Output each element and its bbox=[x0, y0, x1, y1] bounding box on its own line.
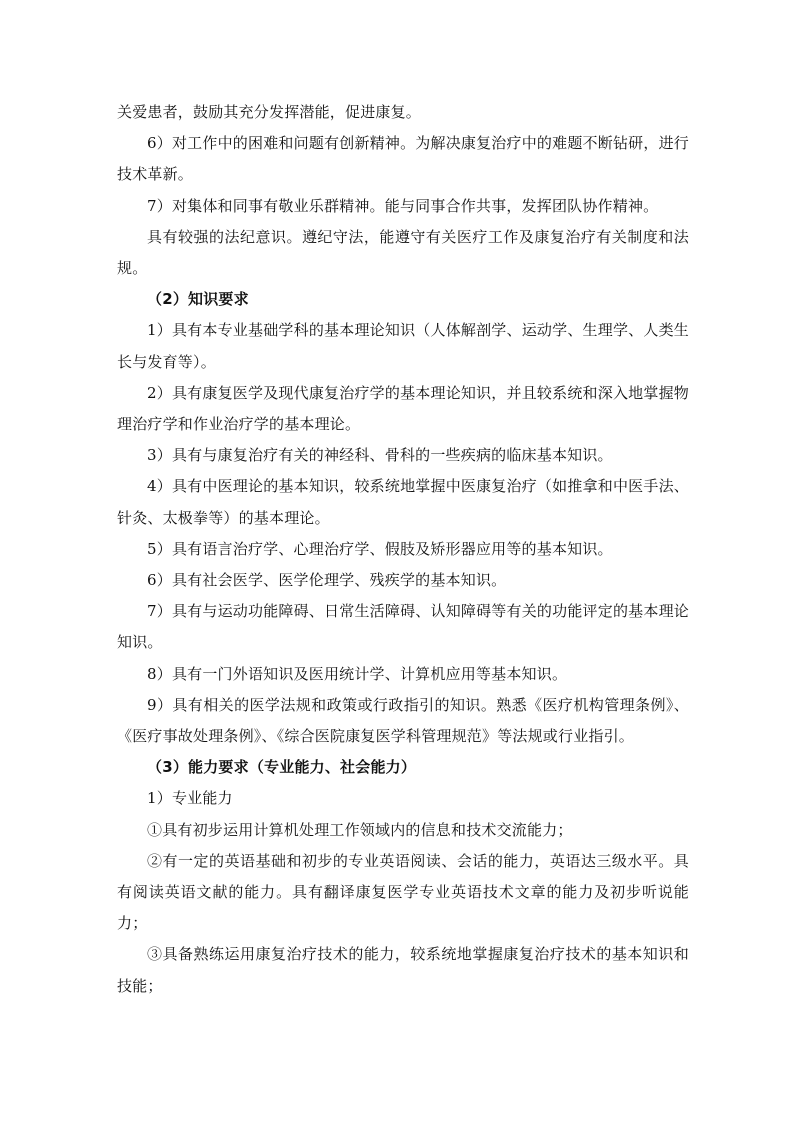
paragraph: 6）对工作中的困难和问题有创新精神。为解决康复治疗中的难题不断钻研，进行技术革新。 bbox=[117, 134, 689, 184]
paragraph: 具有较强的法纪意识。遵纪守法，能遵守有关医疗工作及康复治疗有关制度和法规。 bbox=[117, 227, 689, 278]
paragraph: ③具备熟练运用康复治疗技术的能力，较系统地掌握康复治疗技术的基本知识和技能； bbox=[117, 945, 689, 995]
paragraph: 1）专业能力 bbox=[147, 789, 233, 808]
paragraph: 1）具有本专业基础学科的基本理论知识（人体解剖学、运动学、生理学、人类生长与发育等）。 bbox=[117, 321, 689, 371]
section-heading-ability: （3）能力要求（专业能力、社会能力） bbox=[147, 758, 417, 777]
paragraph: ②有一定的英语基础和初步的专业英语阅读、会话的能力，英语达三级水平。具有阅读英语文献的能力。具有翻译康复医学专业英语技术文章的能力及初步听说能力； bbox=[117, 851, 689, 933]
paragraph: 5）具有语言治疗学、心理治疗学、假肢及矫形器应用等的基本知识。 bbox=[147, 539, 613, 558]
document-body bbox=[117, 97, 689, 1002]
paragraph: 3）具有与康复治疗有关的神经科、骨科的一些疾病的临床基本知识。 bbox=[147, 446, 613, 465]
paragraph: 4）具有中医理论的基本知识，较系统地掌握中医康复治疗（如推拿和中医手法、针灸、太极拳等）的基本理论。 bbox=[117, 477, 689, 527]
paragraph: 8）具有一门外语知识及医用统计学、计算机应用等基本知识。 bbox=[147, 664, 568, 683]
paragraph: ①具有初步运用计算机处理工作领域内的信息和技术交流能力； bbox=[147, 820, 573, 839]
paragraph: 9）具有相关的医学法规和政策或行政指引的知识。熟悉《医疗机构管理条例》、《医疗事故处理条例》、《综合医院康复医学科管理规范》等法规或行业指引。 bbox=[117, 695, 689, 746]
paragraph: 关爱患者，鼓励其充分发挥潜能，促进康复。 bbox=[117, 103, 422, 121]
paragraph: 7）对集体和同事有敬业乐群精神。能与同事合作共事，发挥团队协作精神。 bbox=[147, 196, 659, 215]
paragraph: 2）具有康复医学及现代康复治疗学的基本理论知识，并且较系统和深入地掌握物理治疗学和作业治疗学的基本理论。 bbox=[117, 383, 689, 434]
paragraph: 7）具有与运动功能障碍、日常生活障碍、认知障碍等有关的功能评定的基本理论知识。 bbox=[117, 602, 689, 652]
paragraph: 6）具有社会医学、医学伦理学、残疾学的基本知识。 bbox=[147, 571, 507, 590]
section-heading-knowledge: （2）知识要求 bbox=[147, 290, 249, 309]
